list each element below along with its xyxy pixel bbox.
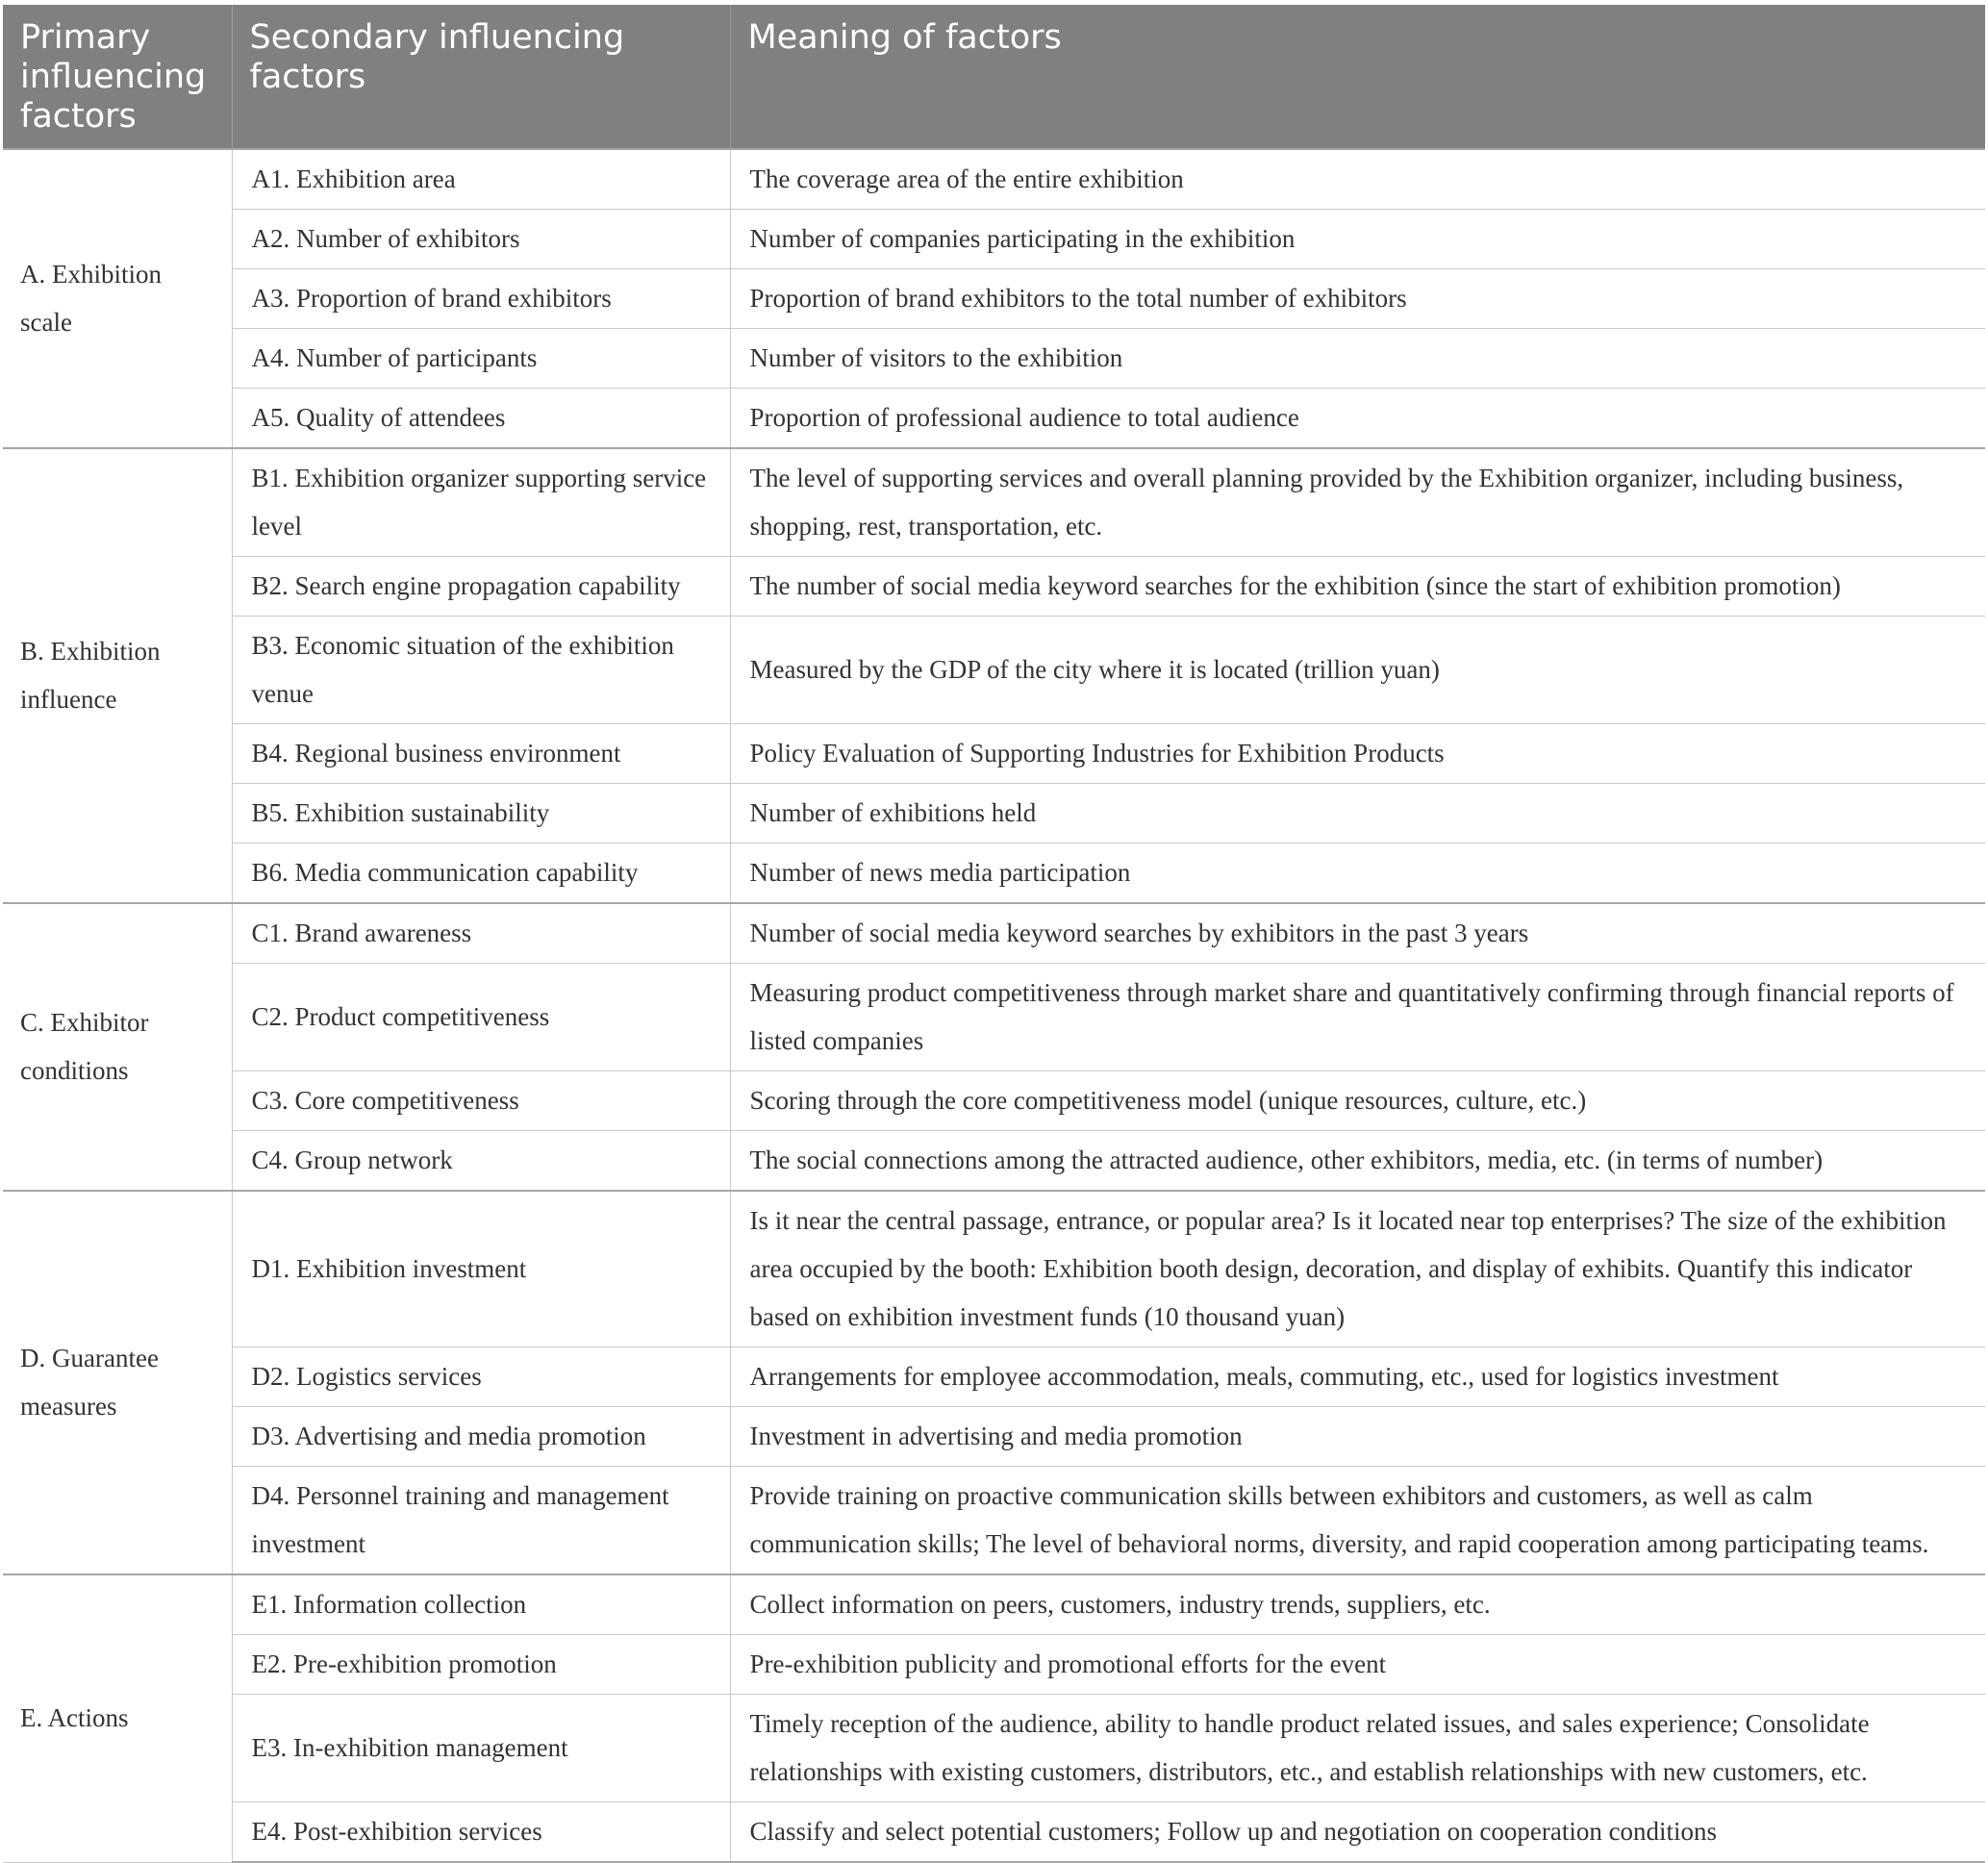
meaning-cell: Proportion of professional audience to total audience xyxy=(730,389,1985,449)
table-row xyxy=(3,1574,1985,1635)
table-body xyxy=(3,149,1985,1862)
meaning-cell: Is it near the central passage, entrance, or popular area? Is it located near top enterprises? The size of the exhibition area occupied by the booth: Exhibition booth design, decoration, and display of exhibits. Quantify this indicator based on exhibition investment funds (10 thousand yuan) xyxy=(730,1191,1985,1347)
secondary-factor-cell: B4. Regional business environment xyxy=(232,724,730,784)
meaning-cell: The coverage area of the entire exhibition xyxy=(730,149,1985,210)
meaning-cell: Classify and select potential customers; Follow up and negotiation on cooperation conditions xyxy=(730,1802,1985,1863)
secondary-factor-cell: B6. Media communication capability xyxy=(232,843,730,904)
table-row xyxy=(3,448,1985,557)
meaning-cell: The number of social media keyword searches for the exhibition (since the start of exhibition promotion) xyxy=(730,557,1985,617)
table-row xyxy=(3,1635,1985,1695)
secondary-factor-cell: E3. In-exhibition management xyxy=(232,1695,730,1802)
secondary-factor-cell: E2. Pre-exhibition promotion xyxy=(232,1635,730,1695)
meaning-cell: Policy Evaluation of Supporting Industries for Exhibition Products xyxy=(730,724,1985,784)
table-row xyxy=(3,964,1985,1071)
table-row xyxy=(3,1347,1985,1407)
secondary-factor-cell: B3. Economic situation of the exhibition venue xyxy=(232,617,730,724)
meaning-cell: Investment in advertising and media promotion xyxy=(730,1407,1985,1467)
secondary-factor-cell: A5. Quality of attendees xyxy=(232,389,730,449)
meaning-cell: Proportion of brand exhibitors to the total number of exhibitors xyxy=(730,269,1985,329)
table-row xyxy=(3,557,1985,617)
meaning-cell: Number of social media keyword searches by exhibitors in the past 3 years xyxy=(730,903,1985,964)
secondary-factor-cell: C2. Product competitiveness xyxy=(232,964,730,1071)
table-row xyxy=(3,1191,1985,1347)
secondary-factor-cell: A3. Proportion of brand exhibitors xyxy=(232,269,730,329)
table-row xyxy=(3,389,1985,449)
secondary-factor-cell: B2. Search engine propagation capability xyxy=(232,557,730,617)
primary-factor-cell: A. Exhibition scale xyxy=(3,149,232,448)
table-row xyxy=(3,1071,1985,1131)
secondary-factor-cell: B1. Exhibition organizer supporting service level xyxy=(232,448,730,557)
header-secondary-factors: Secondary influencing factors xyxy=(232,5,730,149)
table-row xyxy=(3,1467,1985,1575)
meaning-cell: Number of news media participation xyxy=(730,843,1985,904)
meaning-cell: Measured by the GDP of the city where it is located (trillion yuan) xyxy=(730,617,1985,724)
header-row xyxy=(3,5,1985,149)
meaning-cell: Collect information on peers, customers, industry trends, suppliers, etc. xyxy=(730,1574,1985,1635)
primary-factor-cell: B. Exhibition influence xyxy=(3,448,232,903)
table-row xyxy=(3,784,1985,843)
secondary-factor-cell: A2. Number of exhibitors xyxy=(232,210,730,269)
secondary-factor-cell: D1. Exhibition investment xyxy=(232,1191,730,1347)
table-row xyxy=(3,617,1985,724)
secondary-factor-cell: A1. Exhibition area xyxy=(232,149,730,210)
meaning-cell: The social connections among the attracted audience, other exhibitors, media, etc. (in terms of number) xyxy=(730,1131,1985,1192)
secondary-factor-cell: C1. Brand awareness xyxy=(232,903,730,964)
table-row xyxy=(3,1131,1985,1192)
table-row xyxy=(3,724,1985,784)
table-row xyxy=(3,210,1985,269)
table-row xyxy=(3,1695,1985,1802)
secondary-factor-cell: D3. Advertising and media promotion xyxy=(232,1407,730,1467)
secondary-factor-cell: E4. Post-exhibition services xyxy=(232,1802,730,1863)
table-header xyxy=(3,5,1985,149)
secondary-factor-cell: C4. Group network xyxy=(232,1131,730,1192)
table-row xyxy=(3,329,1985,389)
header-primary-factors: Primary influencing factors xyxy=(3,5,232,149)
secondary-factor-cell: B5. Exhibition sustainability xyxy=(232,784,730,843)
table-row xyxy=(3,903,1985,964)
meaning-cell: Number of companies participating in the exhibition xyxy=(730,210,1985,269)
secondary-factor-cell: D2. Logistics services xyxy=(232,1347,730,1407)
table-row xyxy=(3,843,1985,904)
meaning-cell: Provide training on proactive communication skills between exhibitors and customers, as well as calm communication skills; The level of behavioral norms, diversity, and rapid cooperation among participating teams. xyxy=(730,1467,1985,1575)
meaning-cell: Scoring through the core competitiveness model (unique resources, culture, etc.) xyxy=(730,1071,1985,1131)
primary-factor-cell: C. Exhibitor conditions xyxy=(3,903,232,1191)
meaning-cell: Measuring product competitiveness through market share and quantitatively confirming through financial reports of listed companies xyxy=(730,964,1985,1071)
influencing-factors-table xyxy=(3,5,1985,1863)
primary-factor-cell: E. Actions xyxy=(3,1574,232,1862)
secondary-factor-cell: A4. Number of participants xyxy=(232,329,730,389)
secondary-factor-cell: D4. Personnel training and management investment xyxy=(232,1467,730,1575)
table-row xyxy=(3,149,1985,210)
primary-factor-cell: D. Guarantee measures xyxy=(3,1191,232,1574)
table-row xyxy=(3,1407,1985,1467)
table-row xyxy=(3,1802,1985,1863)
secondary-factor-cell: E1. Information collection xyxy=(232,1574,730,1635)
meaning-cell: Timely reception of the audience, ability to handle product related issues, and sales experience; Consolidate relationships with existing customers, distributors, etc., and establish relationships with new customers, etc. xyxy=(730,1695,1985,1802)
meaning-cell: Arrangements for employee accommodation, meals, commuting, etc., used for logistics investment xyxy=(730,1347,1985,1407)
meaning-cell: The level of supporting services and overall planning provided by the Exhibition organizer, including business, shopping, rest, transportation, etc. xyxy=(730,448,1985,557)
meaning-cell: Pre-exhibition publicity and promotional efforts for the event xyxy=(730,1635,1985,1695)
header-meaning: Meaning of factors xyxy=(730,5,1985,149)
meaning-cell: Number of exhibitions held xyxy=(730,784,1985,843)
secondary-factor-cell: C3. Core competitiveness xyxy=(232,1071,730,1131)
table-row xyxy=(3,269,1985,329)
meaning-cell: Number of visitors to the exhibition xyxy=(730,329,1985,389)
